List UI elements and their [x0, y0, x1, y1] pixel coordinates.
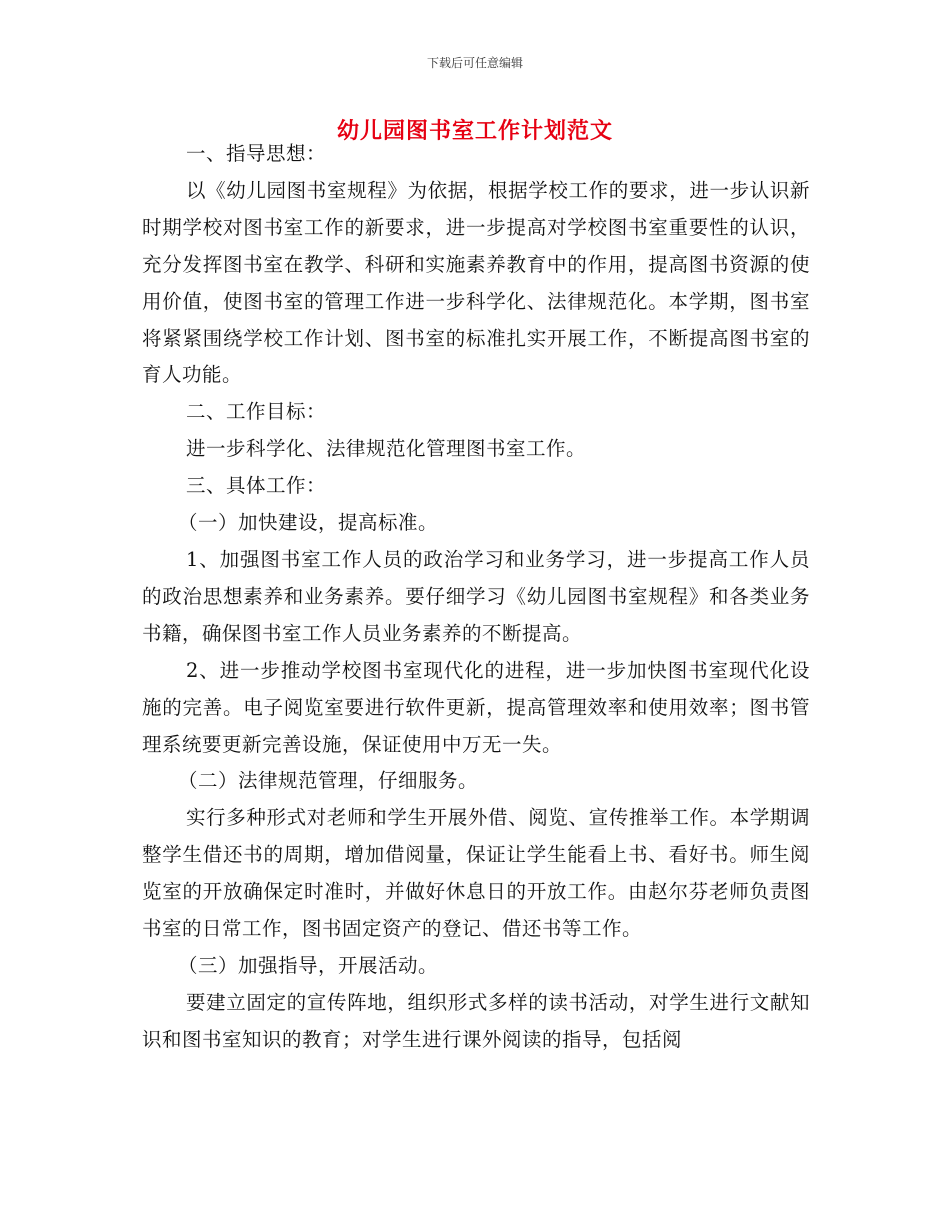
subsection-heading-2: （二）法律规范管理，仔细服务。 [178, 769, 479, 793]
paragraph-work-goals: 进一步科学化、法律规范化管理图书室工作。 [186, 437, 587, 461]
paragraph-guiding-ideology: 以《幼儿园图书室规程》为依据，根据学校工作的要求，进一步认识新时期学校对图书室工作的新要求，进一步提高对学校图书室重要性的认识，充分发挥图书室在教学、科研和实施素养教育中的作用，提高图书资源的使用价值，使图书室的管理工作进一步科学化、法律规范化。本学期，图书室将紧紧围绕学校工作计划、图书室的标准扎实开展工作，不断提高图书室的育人功能。 [142, 178, 810, 387]
section-heading-specific-work: 三、具体工作： [186, 474, 327, 498]
section-heading-work-goals: 二、工作目标： [186, 400, 327, 424]
subsection-heading-1: （一）加快建设，提高标准。 [178, 511, 439, 535]
document-body [142, 136, 810, 1059]
section-heading-guiding-ideology: 一、指导思想： [186, 142, 327, 165]
paragraph-service: 实行多种形式对老师和学生开展外借、阅览、宣传推举工作。本学期调整学生借还书的周期，增加借阅量，保证让学生能看上书、看好书。师生阅览室的开放确保定时准时，并做好休息日的开放工作。由赵尔芬老师负责图书室的日常工作，图书固定资产的登记、借还书等工作。 [142, 806, 810, 941]
paragraph-item-2: 2、进一步推动学校图书室现代化的进程，进一步加快图书室现代化设施的完善。电子阅览室要进行软件更新，提高管理效率和使用效率；图书管理系统要更新完善设施，保证使用中万无一失。 [142, 658, 810, 756]
document-title: 幼儿园图书室工作计划范文 [336, 118, 613, 144]
subsection-heading-3: （三）加强指导，开展活动。 [178, 953, 439, 977]
paragraph-activities: 要建立固定的宣传阵地，组织形式多样的读书活动，对学生进行文献知识和图书室知识的教育；对学生进行课外阅读的指导，包括阅 [142, 990, 810, 1051]
paragraph-item-1: 1、加强图书室工作人员的政治学习和业务学习，进一步提高工作人员的政治思想素养和业务素养。要仔细学习《幼儿园图书室规程》和各类业务书籍，确保图书室工作人员业务素养的不断提高。 [142, 547, 810, 645]
header-note: 下载后可任意编辑 [426, 56, 523, 70]
